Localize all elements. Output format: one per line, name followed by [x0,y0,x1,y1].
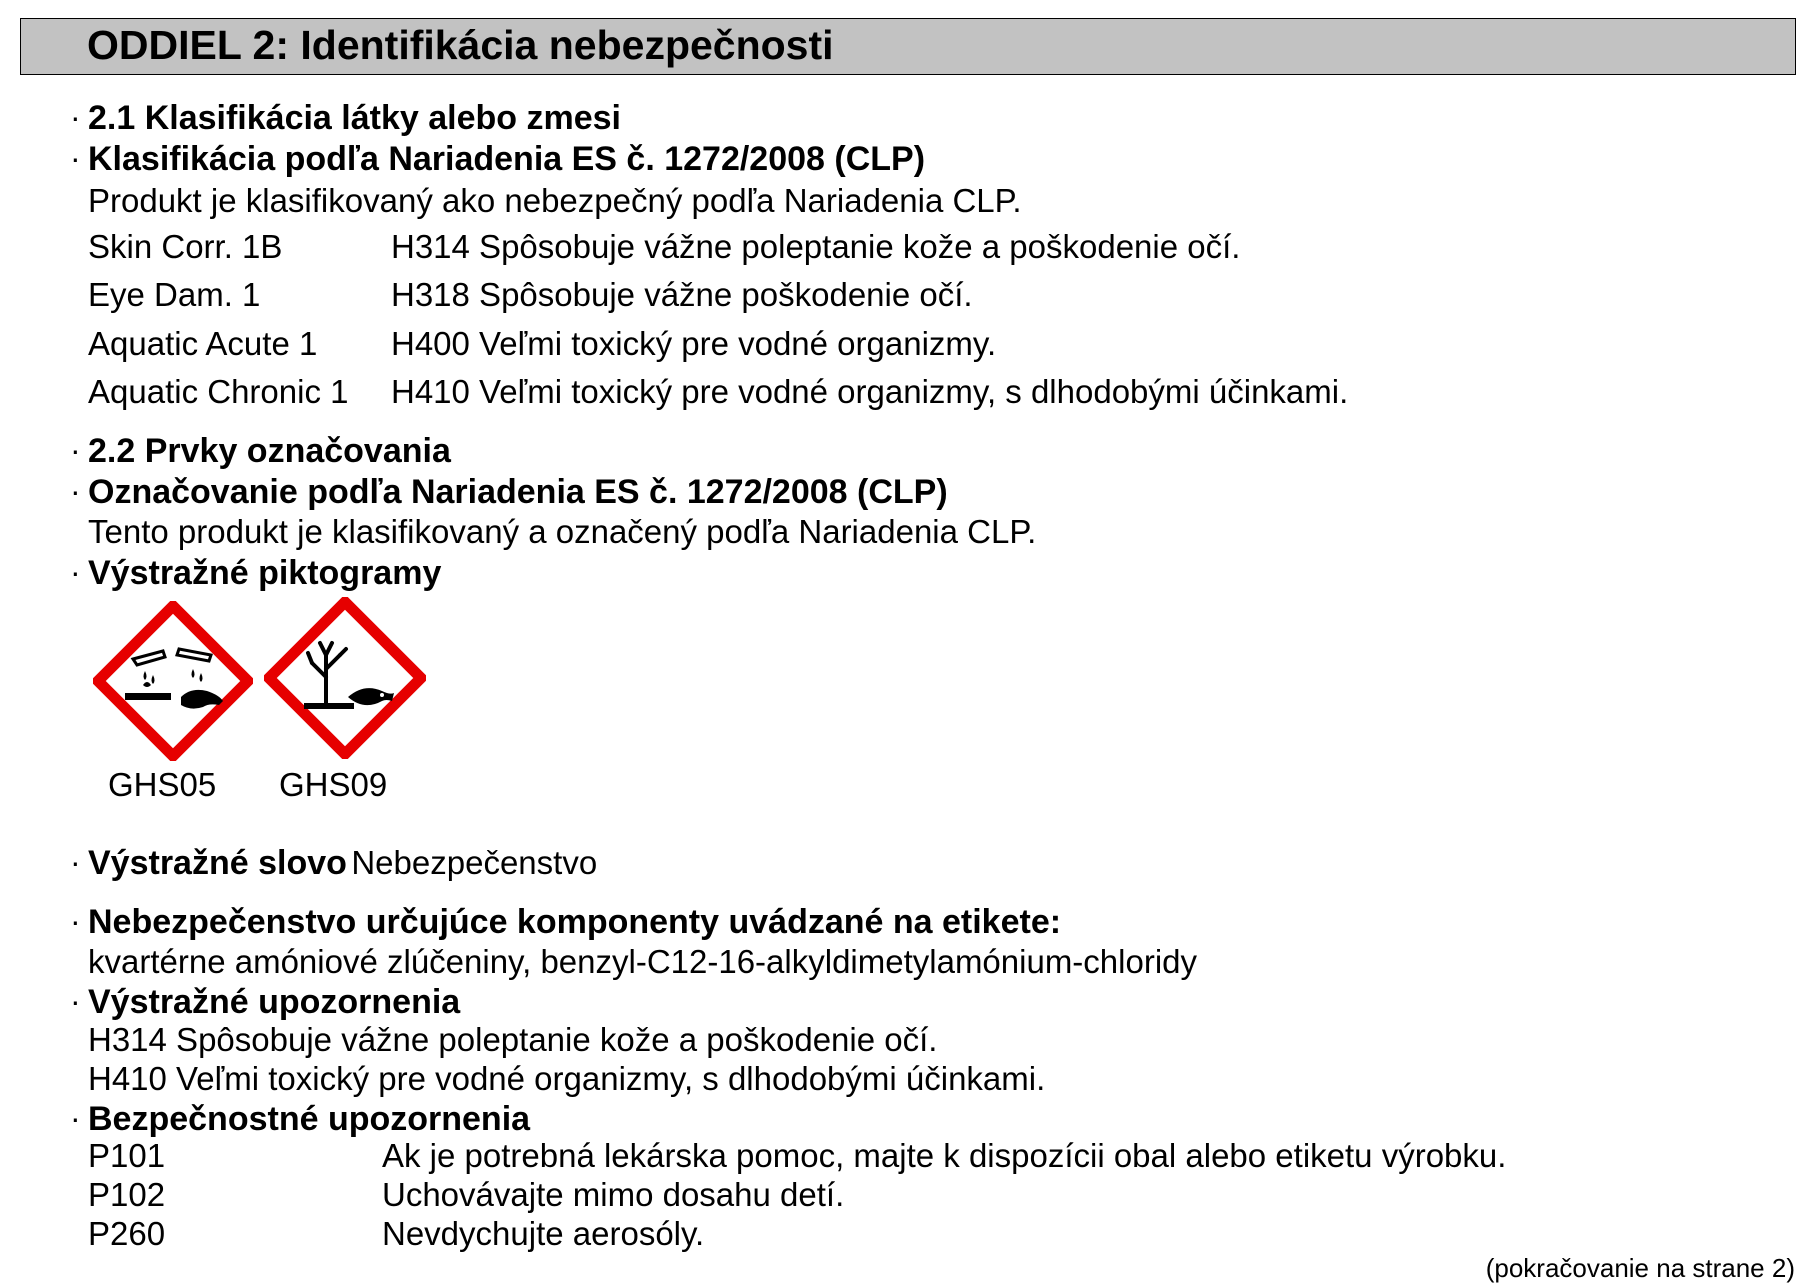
precautionary-text: Uchovávajte mimo dosahu detí. [382,1176,845,1213]
classification-hazard: H314 Spôsobuje vážne poleptanie kože a poškodenie očí. [391,228,1241,265]
bullet: · [70,1100,81,1136]
precautionary-text: Ak je potrebná lekárska pomoc, majte k dispozícii obal alebo etiketu výrobku. [382,1137,1507,1174]
environment-icon [264,597,426,759]
bullet: · [70,903,81,939]
classification-heading: 2.1 Klasifikácia látky alebo zmesi [88,99,621,137]
classification-hazard: H318 Spôsobuje vážne poškodenie očí. [391,276,973,313]
classification-statement: Produkt je klasifikovaný ako nebezpečný podľa Nariadenia CLP. [88,182,1022,219]
pictogram-label-ghs09: GHS09 [279,766,388,803]
bullet: · [70,140,81,176]
label-elements-subheading: Označovanie podľa Nariadenia ES č. 1272/2008 (CLP) [88,473,948,511]
precautionary-text: Nevdychujte aerosóly. [382,1215,705,1252]
hazard-components-heading: Nebezpečenstvo určujúce komponenty uvádzané na etikete: [88,903,1062,941]
bullet: · [70,99,81,135]
signal-word-label: Výstražné slovo [88,844,347,882]
bullet: · [70,844,81,880]
continuation-note: (pokračovanie na strane 2) [1485,1253,1795,1283]
label-elements-heading: 2.2 Prvky označovania [88,432,451,470]
bullet: · [70,554,81,590]
classification-category: Aquatic Acute 1 [88,325,318,362]
precautionary-code: P101 [88,1137,166,1174]
classification-category: Skin Corr. 1B [88,228,283,265]
corrosion-icon [93,601,253,761]
signal-word-value: Nebezpečenstvo [351,844,598,881]
bullet: · [70,432,81,468]
hazard-statement: H410 Veľmi toxický pre vodné organizmy, s dlhodobými účinkami. [88,1060,1046,1097]
section-title: ODDIEL 2: Identifikácia nebezpečnosti [87,22,834,68]
classification-category: Aquatic Chronic 1 [88,373,349,410]
signal-word-line [88,843,597,884]
precautionary-code: P102 [88,1176,166,1213]
classification-hazard: H410 Veľmi toxický pre vodné organizmy, s dlhodobými účinkami. [391,373,1349,410]
bullet: · [70,983,81,1019]
classification-hazard: H400 Veľmi toxický pre vodné organizmy. [391,325,997,362]
bullet: · [70,473,81,509]
precautionary-statements-heading: Bezpečnostné upozornenia [88,1100,531,1138]
precautionary-code: P260 [88,1215,166,1252]
pictograms-heading: Výstražné piktogramy [88,554,442,592]
hazard-statement: H314 Spôsobuje vážne poleptanie kože a poškodenie očí. [88,1021,938,1058]
classification-subheading: Klasifikácia podľa Nariadenia ES č. 1272/2008 (CLP) [88,140,926,178]
label-elements-statement: Tento produkt je klasifikovaný a označený podľa Nariadenia CLP. [88,513,1037,550]
classification-category: Eye Dam. 1 [88,276,261,313]
hazard-components-value: kvartérne amóniové zlúčeniny, benzyl-C12-16-alkyldimetylamónium-chloridy [88,943,1198,980]
section-header [20,18,1796,75]
pictogram-label-ghs05: GHS05 [108,766,217,803]
hazard-statements-heading: Výstražné upozornenia [88,983,461,1021]
